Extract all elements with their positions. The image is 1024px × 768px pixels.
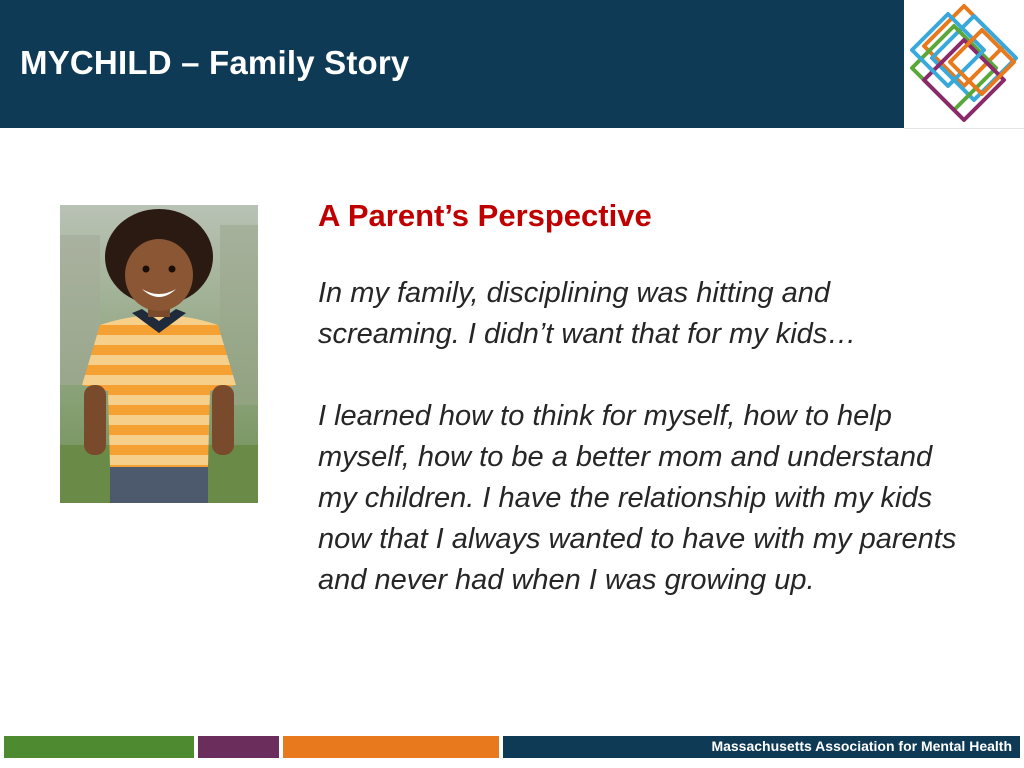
organization-logo <box>904 0 1024 129</box>
footer-bar-purple <box>198 736 279 758</box>
child-photo <box>60 205 258 503</box>
quote-paragraph-1: In my family, disciplining was hitting and screaming. I didn’t want that for my kids… <box>318 277 857 350</box>
slide-title: MYCHILD – Family Story <box>20 44 410 81</box>
smiling-child-photo <box>60 205 258 503</box>
quote-paragraph-2: I learned how to think for myself, how to help myself, how to be a better mom and understand my children. I have the relationship with my kids now that I always wanted to have with my parents and never had when I was growing up. <box>318 400 957 596</box>
footer-organization-name: Massachusetts Association for Mental Health <box>711 738 1012 754</box>
section-heading: A Parent’s Perspective <box>318 198 652 233</box>
diamond-lattice-logo-icon <box>904 0 1024 128</box>
footer-bar-green <box>4 736 194 758</box>
footer-bar-orange <box>283 736 499 758</box>
slide-header <box>0 0 904 128</box>
